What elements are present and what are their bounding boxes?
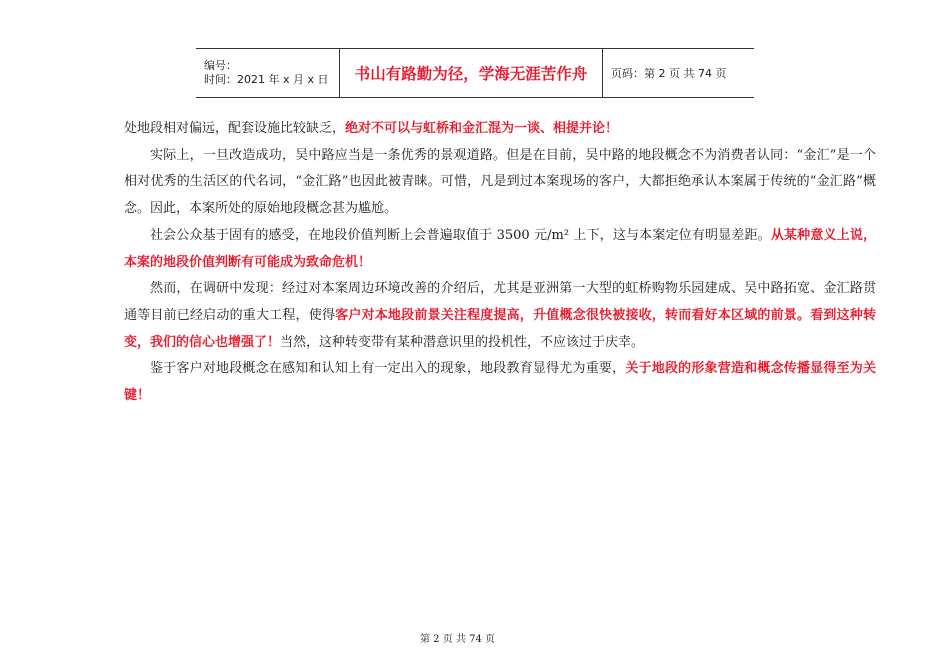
emphasis-text: 关于地段的形象营造和概念传播显得至为关键！ (124, 361, 876, 404)
document-body (124, 116, 876, 410)
paragraph (124, 223, 876, 276)
paragraph (124, 356, 876, 409)
page-code-text: 页码：第 2 页 共 74 页 (611, 67, 727, 80)
page-header (196, 48, 754, 98)
footer-page-number: 第 2 页 共 74 页 (420, 634, 495, 645)
emphasis-text: 从某种意义上说，本案的地段价值判断有可能成为致命危机！ (124, 227, 876, 270)
body-text: 处地段相对偏远，配套设施比较缺乏， (124, 121, 346, 136)
page-footer (0, 630, 950, 645)
paragraph (124, 276, 876, 356)
time-label: 时间：2021 年 x 月 x 日 (204, 73, 329, 86)
emphasis-text: 绝对不可以与虹桥和金汇混为一谈、相提并论！ (345, 121, 619, 136)
header-motto (340, 49, 603, 97)
paragraph (124, 116, 876, 143)
header-page-code (603, 49, 754, 97)
paragraph (124, 143, 876, 223)
body-text: 然而，在调研中发现：经过对本案周边环境改善的介绍后，尤其是亚洲第一大型的虹桥购物乐园建成、吴中路拓宽、金汇路贯通等目前已经启动的重大工程，使得 (124, 281, 876, 323)
number-label: 编号： (204, 59, 237, 72)
motto-text: 书山有路勤为径，学海无涯苦作舟 (354, 65, 588, 83)
header-meta (196, 49, 340, 97)
body-text: 实际上，一旦改造成功，吴中路应当是一条优秀的景观道路。但是在目前，吴中路的地段概念不为消费者认同：“金汇”是一个相对优秀的生活区的代名词，“金汇路”也因此被青睐。可惜，凡是到过本案现场的客户，大都拒绝承认本案属于传统的“金汇路”概念。因此，本案所处的原始地段概念甚为尴尬。 (124, 147, 876, 217)
body-text: 社会公众基于固有的感受，在地段价值判断上会普遍取值于 3500 元/m² 上下，这与本案定位有明显差距。 (150, 227, 771, 243)
body-text: 当然，这种转变带有某种潜意识里的投机性，不应该过于庆幸。 (280, 334, 645, 350)
body-text: 鉴于客户对地段概念在感知和认知上有一定出入的现象，地段教育显得尤为重要， (150, 361, 626, 377)
emphasis-text: 客户对本地段前景关注程度提高，升值概念很快被接收，转而看好本区域的前景。看到这种转变，我们的信心也增强了！ (124, 307, 876, 350)
